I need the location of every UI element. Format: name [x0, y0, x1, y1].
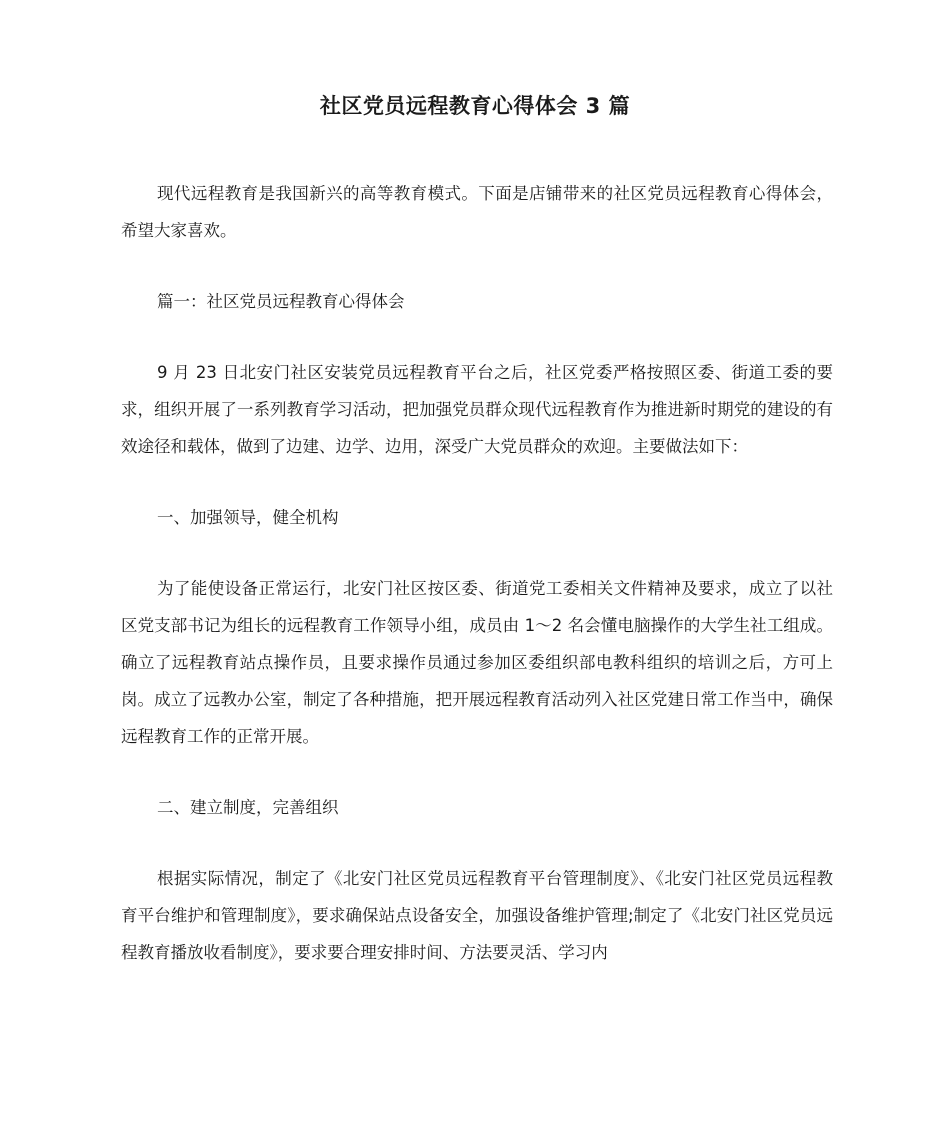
- body-paragraph: 为了能使设备正常运行，北安门社区按区委、街道党工委相关文件精神及要求，成立了以社区党支部书记为组长的远程教育工作领导小组，成员由 1～2 名会懂电脑操作的大学生社工组成。确立了远程教育站点操作员，且要求操作员通过参加区委组织部电教科组织的培训之后，方可上岗。成立了远教办公室，制定了各种措施，把开展远程教育活动列入社区党建日常工作当中，确保远程教育工作的正常开展。: [121, 579, 833, 746]
- document-body: [121, 175, 833, 1005]
- body-paragraph: 根据实际情况，制定了《北安门社区党员远程教育平台管理制度》、《北安门社区党员远程教育平台维护和管理制度》，要求确保站点设备安全，加强设备维护管理;制定了《北安门社区党员远程教育播放收看制度》，要求要合理安排时间、方法要灵活、学习内: [121, 869, 833, 962]
- section-heading-part-one: 篇一：社区党员远程教育心得体会: [157, 292, 405, 311]
- section-heading-system: 二、建立制度，完善组织: [157, 798, 339, 817]
- body-paragraph: 9 月 23 日北安门社区安装党员远程教育平台之后，社区党委严格按照区委、街道工委的要求，组织开展了一系列教育学习活动，把加强党员群众现代远程教育作为推进新时期党的建设的有效途径和载体，做到了边建、边学、边用，深受广大党员群众的欢迎。主要做法如下：: [121, 363, 833, 456]
- intro-paragraph: 现代远程教育是我国新兴的高等教育模式。下面是店铺带来的社区党员远程教育心得体会，希望大家喜欢。: [121, 184, 833, 240]
- document-title: 社区党员远程教育心得体会 3 篇: [319, 94, 631, 118]
- section-heading-leadership: 一、加强领导，健全机构: [157, 508, 339, 527]
